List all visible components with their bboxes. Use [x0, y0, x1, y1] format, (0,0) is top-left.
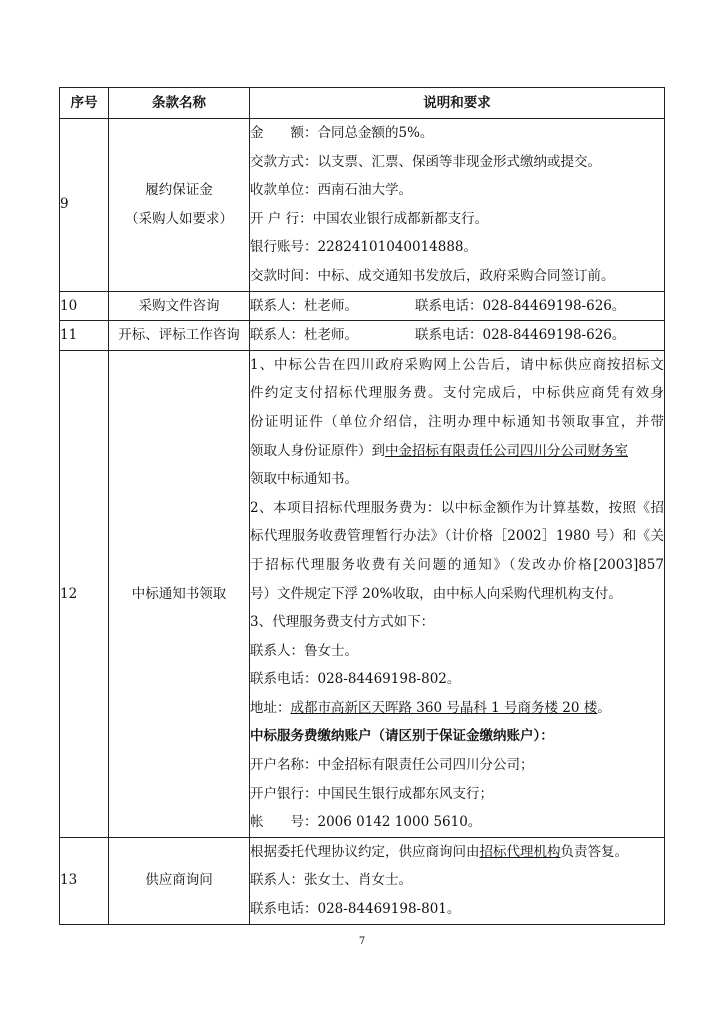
- row12-line-16: 开户银行：中国民生银行成都东风支行；: [250, 785, 493, 802]
- row9-payment-time: 交款时间：中标、成交通知书发放后，政府采购合同签订前。: [250, 267, 615, 284]
- row13-no: 13: [60, 837, 109, 924]
- row12-address: 成都市高新区天晖路 360 号晶科 1 号商务楼 20 楼: [290, 699, 598, 716]
- row12-address-end: 。: [597, 699, 611, 716]
- row10-line: [250, 292, 664, 321]
- row9-name-line2: （采购人如要求）: [125, 210, 233, 227]
- row13-line-1-c: 负责答复。: [560, 843, 628, 860]
- row12-address-label: 地址：: [250, 699, 291, 716]
- row13-line-3: 联系电话：028-84469198-801。: [250, 901, 461, 918]
- row11-name: 开标、评标工作咨询: [109, 321, 250, 351]
- row11-line: [250, 321, 664, 350]
- row9-amount: 金 额：合同总金额的5%。: [250, 125, 434, 141]
- table-row-12: [60, 350, 665, 837]
- table-row-10: [60, 291, 665, 321]
- row12-line-17: 帐 号：2006 0142 1000 5610。: [250, 814, 482, 831]
- row12-desc: [250, 350, 665, 837]
- row9-no: 9: [60, 119, 109, 292]
- row13-line-2: 联系人：张女士、肖女士。: [250, 872, 412, 889]
- row13-name: 供应商询问: [109, 837, 250, 924]
- row12-line-13: [250, 694, 664, 723]
- row11-desc: [250, 321, 665, 351]
- row10-no: 10: [60, 291, 109, 321]
- row12-line-7: 标代理服务收费管理暂行办法》（计价格［2002］1980 号）和《关: [250, 528, 664, 545]
- table-row-9: [60, 119, 665, 292]
- row10-contact: 联系人：杜老师。: [250, 297, 358, 314]
- row10-phone: 联系电话：028-84469198-626。: [415, 297, 626, 314]
- row12-line-10: 3、代理服务费支付方式如下：: [250, 614, 435, 631]
- row9-bank: 开 户 行：中国农业银行成都新都支行。: [250, 210, 489, 227]
- table-row-11: [60, 321, 665, 351]
- row12-line-8: 于招标代理服务收费有关问题的通知》（发改办价格[2003]857: [250, 556, 664, 573]
- row9-account: 银行账号：22824101040014888。: [250, 239, 478, 256]
- header-clause-name: 条款名称: [109, 88, 250, 119]
- row12-line-9: 号）文件规定下浮 20%收取，由中标人向采购代理机构支付。: [250, 585, 622, 602]
- row12-line-3: 份证明证件（单位介绍信，注明办理中标通知书领取事宜，并带: [250, 413, 664, 430]
- row12-name: 中标通知书领取: [109, 350, 250, 837]
- row9-name-line1: 履约保证金: [145, 182, 213, 199]
- row13-line-1-a: 根据委托代理协议约定，供应商询问由: [250, 843, 480, 860]
- header-no: 序号: [60, 88, 109, 119]
- row10-name: 采购文件咨询: [109, 291, 250, 321]
- page-number: 7: [358, 936, 366, 947]
- row13-line-1: [250, 838, 664, 867]
- row10-desc: [250, 291, 665, 321]
- row12-line-4: [250, 437, 664, 466]
- row11-contact: 联系人：杜老师。: [250, 327, 358, 344]
- table-header-row: [60, 88, 665, 119]
- row11-phone: 联系电话：028-84469198-626。: [415, 327, 626, 344]
- row12-no: 12: [60, 350, 109, 837]
- row12-line-6: 2、本项目招标代理服务费为：以中标金额作为计算基数，按照《招: [250, 499, 664, 516]
- row12-line-4-a: 领取人身份证原件）到: [250, 442, 385, 459]
- row12-line-14: 中标服务费缴纳账户（请区别于保证金缴纳账户）：: [250, 728, 554, 745]
- row12-line-1: 1、中标公告在四川政府采购网上公告后，请中标供应商按招标文: [250, 356, 664, 373]
- finance-office-link: 中金招标有限责任公司四川分公司财务室: [385, 442, 628, 459]
- row12-line-15: 开户名称：中金招标有限责任公司四川分公司；: [250, 757, 534, 774]
- tender-terms-table: [59, 87, 665, 925]
- agency-link: 招标代理机构: [479, 843, 561, 860]
- row12-line-11: 联系人：鲁女士。: [250, 642, 358, 659]
- table-row-13: [60, 837, 665, 924]
- row9-name: [109, 119, 250, 292]
- row12-line-5: 领取中标通知书。: [250, 471, 358, 488]
- row9-desc: [250, 119, 665, 292]
- row12-line-2: 件约定支付招标代理服务费。支付完成后，中标供应商凭有效身: [250, 385, 664, 402]
- header-description: 说明和要求: [250, 88, 665, 119]
- row9-payee: 收款单位：西南石油大学。: [250, 182, 412, 199]
- row9-payment-method: 交款方式：以支票、汇票、保函等非现金形式缴纳或提交。: [250, 153, 601, 170]
- row11-no: 11: [60, 321, 109, 351]
- row13-desc: [250, 837, 665, 924]
- row12-line-12: 联系电话：028-84469198-802。: [250, 671, 461, 688]
